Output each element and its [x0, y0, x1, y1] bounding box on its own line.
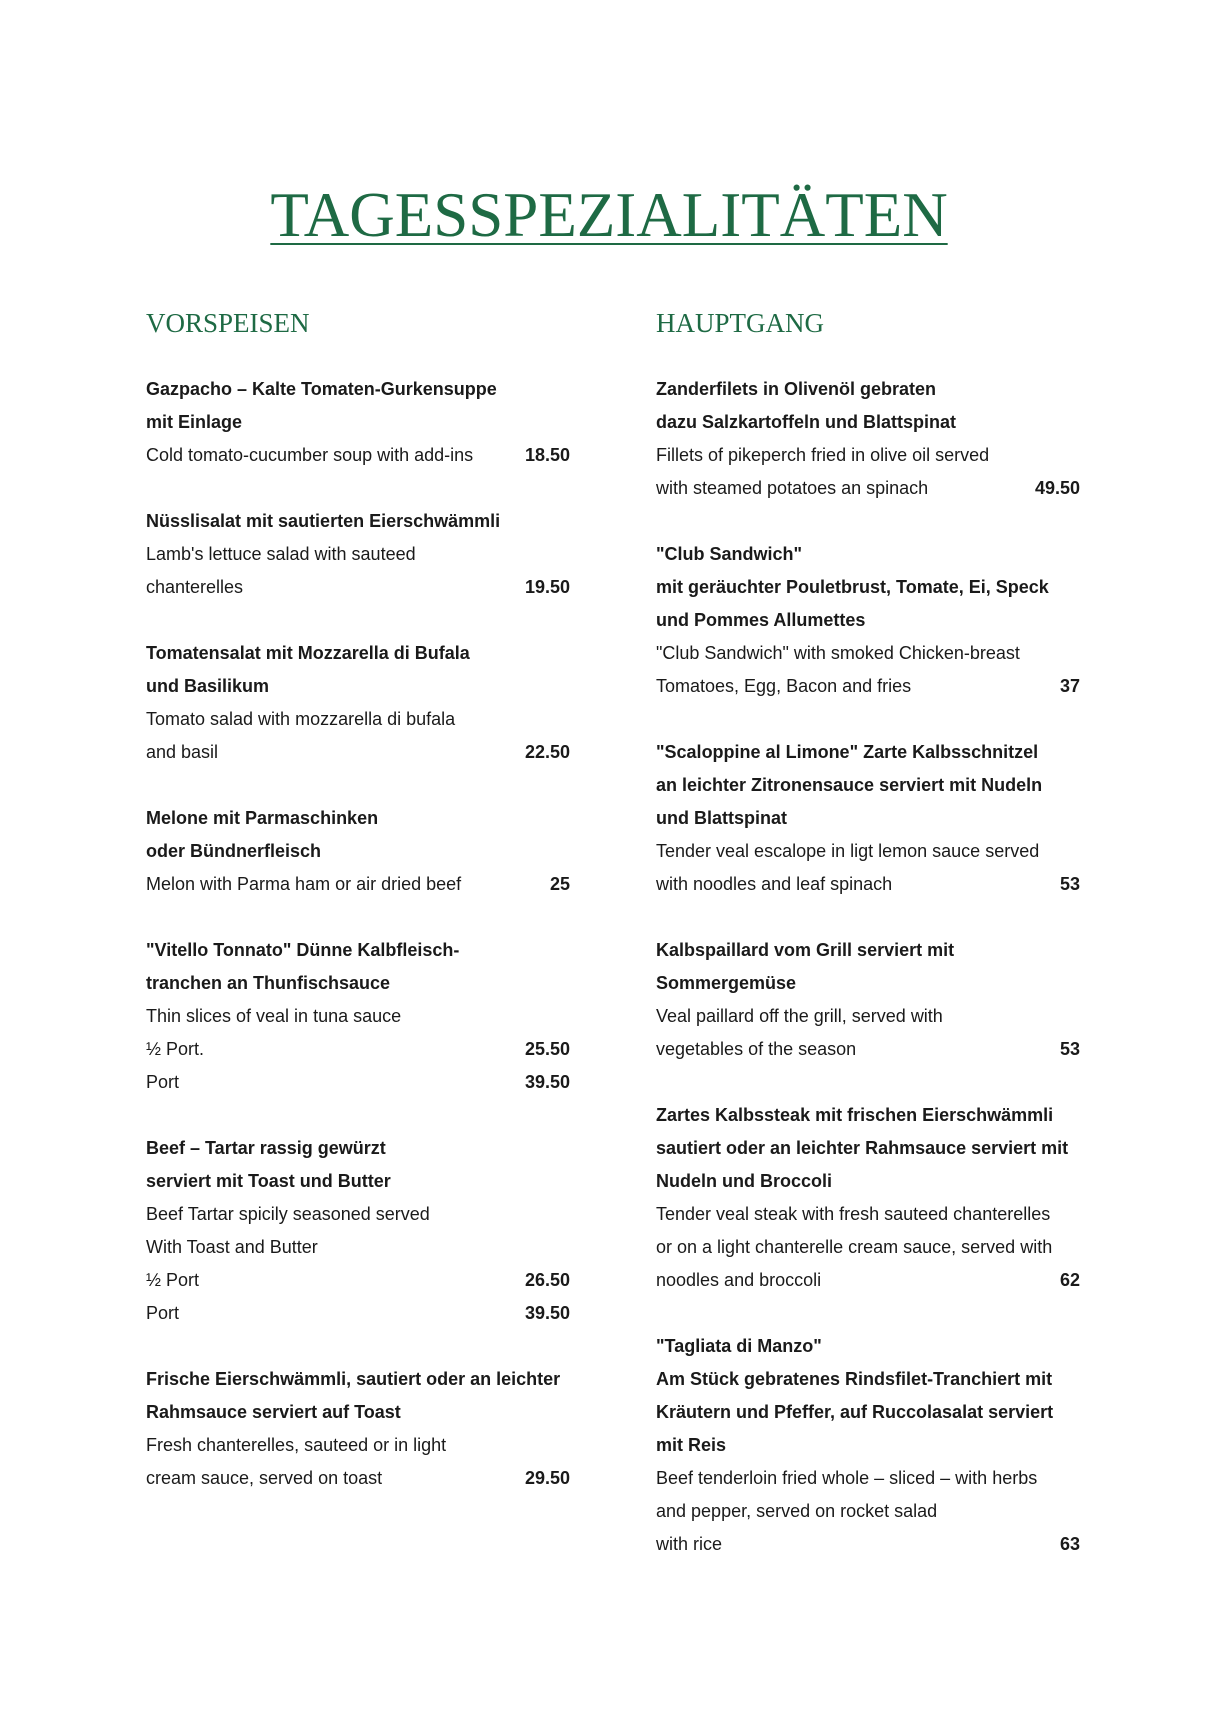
menu-item-text: vegetables of the season: [656, 1039, 857, 1059]
menu-item-name-line: [656, 1429, 1080, 1462]
page-title-text: TAGESSPEZIALITÄTEN: [270, 180, 948, 250]
menu-item-description-line: [656, 1495, 1080, 1528]
menu-item-description-line: [146, 736, 570, 769]
menu-item-text: "Club Sandwich": [656, 544, 803, 564]
menu-item-name-line: [146, 637, 570, 670]
menu-item-price: 26.50: [524, 1270, 570, 1290]
menu-item-name-line: [656, 1363, 1080, 1396]
menu-item-text: noodles and broccoli: [656, 1270, 822, 1290]
menu-item: [656, 373, 1080, 505]
menu-item-text: und Basilikum: [146, 676, 270, 696]
menu-item-description-line: [146, 1066, 570, 1099]
menu-item: [146, 373, 570, 472]
menu-item-name-line: [656, 1396, 1080, 1429]
menu-item-name-line: [656, 1099, 1080, 1132]
menu-item-description-line: [146, 1033, 570, 1066]
menu-item-description-line: [146, 1000, 570, 1033]
menu-item-text: Am Stück gebratenes Rindsfilet-Tranchiert mit: [656, 1369, 1053, 1389]
menu-item-name-line: [656, 1165, 1080, 1198]
menu-item-price: 49.50: [1034, 478, 1080, 498]
menu-item-name-line: [146, 505, 570, 538]
menu-item-text: "Vitello Tonnato" Dünne Kalbfleisch-: [146, 940, 460, 960]
menu-item-text: oder Bündnerfleisch: [146, 841, 322, 861]
menu-item-text: With Toast and Butter: [146, 1237, 318, 1257]
menu-item-text: and pepper, served on rocket salad: [656, 1501, 938, 1521]
menu-item-text: Fillets of pikeperch fried in olive oil served: [656, 445, 990, 465]
menu-item-name-line: [146, 670, 570, 703]
menu-item-name-line: [656, 406, 1080, 439]
menu-item-text: Fresh chanterelles, sauteed or in light: [146, 1435, 447, 1455]
menu-item-name-line: [146, 967, 570, 1000]
menu-item-price: 62: [1059, 1270, 1080, 1290]
menu-item-price: 22.50: [524, 742, 570, 762]
menu-item-text: with rice: [656, 1534, 723, 1554]
menu-item-price: 53: [1059, 874, 1080, 894]
menu-item-name-line: [656, 769, 1080, 802]
menu-item-name-line: [656, 373, 1080, 406]
menu-item-description-line: [146, 1198, 570, 1231]
menu-item: [656, 736, 1080, 901]
menu-item-text: an leichter Zitronensauce serviert mit Nudeln: [656, 775, 1043, 795]
menu-item-text: Port: [146, 1303, 180, 1323]
menu-item-price: 25.50: [524, 1039, 570, 1059]
section-heading-hauptgang: HAUPTGANG: [656, 308, 824, 338]
menu-item-description-line: [146, 1231, 570, 1264]
menu-item-text: with noodles and leaf spinach: [656, 874, 893, 894]
menu-item-description-line: [146, 538, 570, 571]
menu-item-price: 19.50: [524, 577, 570, 597]
menu-item-text: chanterelles: [146, 577, 244, 597]
menu-item-text: Beef Tartar spicily seasoned served: [146, 1204, 430, 1224]
menu-item-name-line: [656, 934, 1080, 967]
menu-item-name-line: [146, 406, 570, 439]
menu-item-text: sautiert oder an leichter Rahmsauce serviert mit: [656, 1138, 1069, 1158]
menu-item-text: Port: [146, 1072, 180, 1092]
menu-item-text: "Club Sandwich" with smoked Chicken-breast: [656, 643, 1020, 663]
menu-item-description-line: [656, 1462, 1080, 1495]
menu-item-text: Frische Eierschwämmli, sautiert oder an leichter: [146, 1369, 561, 1389]
menu-item-description-line: [656, 637, 1080, 670]
menu-item-description-line: [656, 439, 1080, 472]
menu-item-text: Tender veal escalope in ligt lemon sauce served: [656, 841, 1040, 861]
menu-item-name-line: [146, 1132, 570, 1165]
menu-item: [146, 934, 570, 1099]
menu-item-text: or on a light chanterelle cream sauce, served with: [656, 1237, 1053, 1257]
menu-item-price: 37: [1059, 676, 1080, 696]
menu-item-text: and basil: [146, 742, 219, 762]
menu-item-price: 39.50: [524, 1072, 570, 1092]
menu-item-text: tranchen an Thunfischsauce: [146, 973, 391, 993]
menu-item-text: Beef – Tartar rassig gewürzt: [146, 1138, 386, 1158]
menu-item-price: 63: [1059, 1534, 1080, 1554]
menu-item-text: dazu Salzkartoffeln und Blattspinat: [656, 412, 957, 432]
menu-item-text: Veal paillard off the grill, served with: [656, 1006, 943, 1026]
menu-item-text: Beef tenderloin fried whole – sliced – with herbs: [656, 1468, 1038, 1488]
menu-item-price: 29.50: [524, 1468, 570, 1488]
menu-item-price: 25: [549, 874, 570, 894]
menu-item-text: Rahmsauce serviert auf Toast: [146, 1402, 401, 1422]
menu-item-name-line: [656, 967, 1080, 1000]
menu-item-name-line: [146, 802, 570, 835]
menu-item-price: 39.50: [524, 1303, 570, 1323]
menu-item-text: Melon with Parma ham or air dried beef: [146, 874, 462, 894]
menu-item-text: with steamed potatoes an spinach: [656, 478, 929, 498]
menu-item: [146, 505, 570, 604]
menu-item-text: ½ Port: [146, 1270, 200, 1290]
menu-item-text: und Pommes Allumettes: [656, 610, 866, 630]
menu-item: [656, 1099, 1080, 1297]
menu-item-description-line: [146, 439, 570, 472]
menu-item-name-line: [656, 538, 1080, 571]
menu-item-name-line: [656, 802, 1080, 835]
menu-item-text: Zartes Kalbssteak mit frischen Eierschwämmli: [656, 1105, 1054, 1125]
menu-item-description-line: [146, 1429, 570, 1462]
starters-column: [146, 303, 570, 1528]
menu-item-description-line: [656, 1000, 1080, 1033]
menu-item: [146, 1132, 570, 1330]
menu-item-description-line: [146, 703, 570, 736]
menu-item-text: Gazpacho – Kalte Tomaten-Gurkensuppe: [146, 379, 497, 399]
menu-item-text: Kalbspaillard vom Grill serviert mit: [656, 940, 955, 960]
menu-item-description-line: [146, 571, 570, 604]
menu-item-text: serviert mit Toast und Butter: [146, 1171, 391, 1191]
section-heading-vorspeisen: VORSPEISEN: [146, 308, 310, 338]
menu-item-description-line: [656, 1528, 1080, 1561]
menu-item-name-line: [656, 1330, 1080, 1363]
menu-item-text: mit Einlage: [146, 412, 243, 432]
menu-item-description-line: [656, 868, 1080, 901]
menu-item-text: Tender veal steak with fresh sauteed chanterelles: [656, 1204, 1051, 1224]
menu-item-name-line: [146, 373, 570, 406]
menu-item-text: "Scaloppine al Limone" Zarte Kalbsschnitzel: [656, 742, 1039, 762]
menu-item-name-line: [656, 736, 1080, 769]
menu-item-text: "Tagliata di Manzo": [656, 1336, 822, 1356]
menu-item-text: Lamb's lettuce salad with sauteed: [146, 544, 416, 564]
menu-item: [656, 538, 1080, 703]
menu-item-description-line: [146, 1264, 570, 1297]
menu-item-price: 53: [1059, 1039, 1080, 1059]
menu-item-description-line: [146, 868, 570, 901]
menu-item-name-line: [146, 934, 570, 967]
menu-item-text: Tomato salad with mozzarella di bufala: [146, 709, 456, 729]
menu-item-text: Cold tomato-cucumber soup with add-ins: [146, 445, 474, 465]
menu-item-text: Sommergemüse: [656, 973, 797, 993]
menu-item-name-line: [656, 604, 1080, 637]
menu-item: [146, 637, 570, 769]
menu-item-description-line: [656, 835, 1080, 868]
menu-item-name-line: [146, 1363, 570, 1396]
menu-item-description-line: [656, 1033, 1080, 1066]
menu-item-text: und Blattspinat: [656, 808, 787, 828]
menu-item-text: Nudeln und Broccoli: [656, 1171, 833, 1191]
menu-item-text: cream sauce, served on toast: [146, 1468, 383, 1488]
menu-item-text: Kräutern und Pfeffer, auf Ruccolasalat serviert: [656, 1402, 1054, 1422]
menu-item-text: Tomatoes, Egg, Bacon and fries: [656, 676, 912, 696]
page-title: [0, 178, 1218, 252]
menu-item-description-line: [656, 1198, 1080, 1231]
menu-item-text: mit geräuchter Pouletbrust, Tomate, Ei, Speck: [656, 577, 1049, 597]
menu-item-text: ½ Port.: [146, 1039, 205, 1059]
menu-item: [146, 802, 570, 901]
starters-list: [146, 373, 570, 1495]
menu-item-price: 18.50: [524, 445, 570, 465]
menu-item-description-line: [146, 1462, 570, 1495]
mains-column: [656, 303, 1080, 1594]
menu-item: [656, 1330, 1080, 1561]
menu-item-text: Thin slices of veal in tuna sauce: [146, 1006, 402, 1026]
menu-item-name-line: [146, 1396, 570, 1429]
menu-item-description-line: [656, 472, 1080, 505]
menu-item-name-line: [146, 1165, 570, 1198]
menu-item-description-line: [146, 1297, 570, 1330]
menu-item: [656, 934, 1080, 1066]
menu-item-name-line: [656, 571, 1080, 604]
menu-item-description-line: [656, 670, 1080, 703]
menu-item-text: Melone mit Parmaschinken: [146, 808, 379, 828]
menu-item-text: mit Reis: [656, 1435, 727, 1455]
menu-item-description-line: [656, 1264, 1080, 1297]
menu-item-text: Zanderfilets in Olivenöl gebraten: [656, 379, 937, 399]
menu-item: [146, 1363, 570, 1495]
menu-item-text: Nüsslisalat mit sautierten Eierschwämmli: [146, 511, 501, 531]
mains-list: [656, 373, 1080, 1561]
menu-item-name-line: [656, 1132, 1080, 1165]
menu-item-name-line: [146, 835, 570, 868]
menu-item-text: Tomatensalat mit Mozzarella di Bufala: [146, 643, 470, 663]
menu-item-description-line: [656, 1231, 1080, 1264]
